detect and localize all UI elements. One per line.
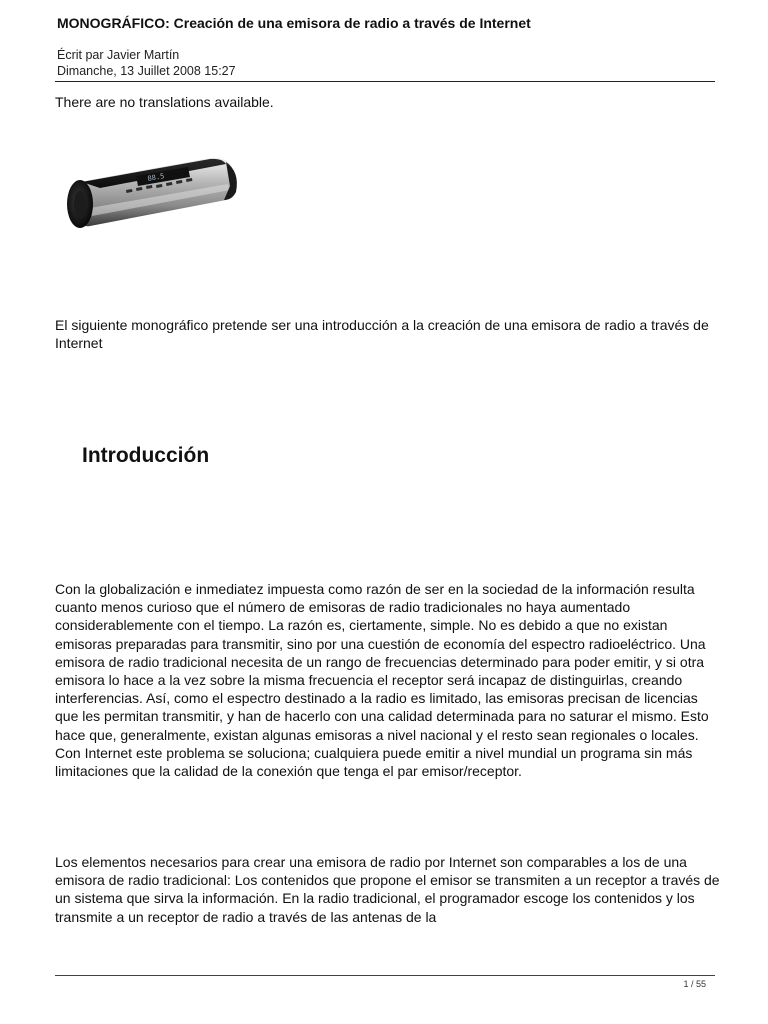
header-divider	[55, 81, 715, 82]
footer-divider	[55, 975, 715, 976]
body-paragraph-2: Los elementos necesarios para crear una emisora de radio por Internet son comparables a los de una emisora de radio tradicional: Los contenidos que propone el emisor se transmiten a un receptor a través de un sistema que sirva la información. En la radio tradicional, el programador escoge los contenidos y los transmite a un receptor de radio a través de las antenas de la	[55, 854, 720, 925]
translation-notice: There are no translations available.	[55, 94, 274, 110]
section-heading: Introducción	[82, 444, 210, 467]
body-paragraph-1: Con la globalización e inmediatez impuesta como razón de ser en la sociedad de la información resulta cuanto menos curioso que el número de emisoras de radio tradicionales no haya aumentado considerablemente con el tiempo. La razón es, ciertamente, simple. No es debido a que no existan emisoras preparadas para transmitir, sino por una cuestión de economía del espectro radioeléctrico. Una emisora de radio tradicional necesita de un rango de frecuencias determinado para poder emitir, y si otra emisora lo hace a la vez sobre la misma frecuencia el receptor será incapaz de distinguirlas, creando interferencias. Así, como el espectro destinado a la radio es limitado, las emisoras precisan de licencias que les permitan transmitir, y han de hacerlo con una calidad determinada para no saturar el mismo. Esto hace que, generalmente, existan algunas emisoras a nivel nacional y el resto sean regionales o locales. Con Internet este problema se soluciona; cualquiera puede emitir a nivel mundial un programa sin más limitaciones que la calidad de la conexión que tenga el par emisor/receptor.	[55, 581, 709, 780]
radio-display-text: 88.5	[146, 172, 165, 183]
date-line: Dimanche, 13 Juillet 2008 15:27	[57, 64, 236, 78]
intro-paragraph: El siguiente monográfico pretende ser una introducción a la creación de una emisora de radio a través de Internet	[55, 317, 709, 352]
radio-device-image	[60, 150, 240, 235]
document-meta	[57, 47, 236, 79]
radio-device-icon	[60, 150, 240, 235]
page-number: 1 / 55	[683, 979, 706, 989]
author-line: Écrit par Javier Martín	[57, 48, 180, 62]
document-title: MONOGRÁFICO: Creación de una emisora de radio a través de Internet	[57, 15, 531, 31]
